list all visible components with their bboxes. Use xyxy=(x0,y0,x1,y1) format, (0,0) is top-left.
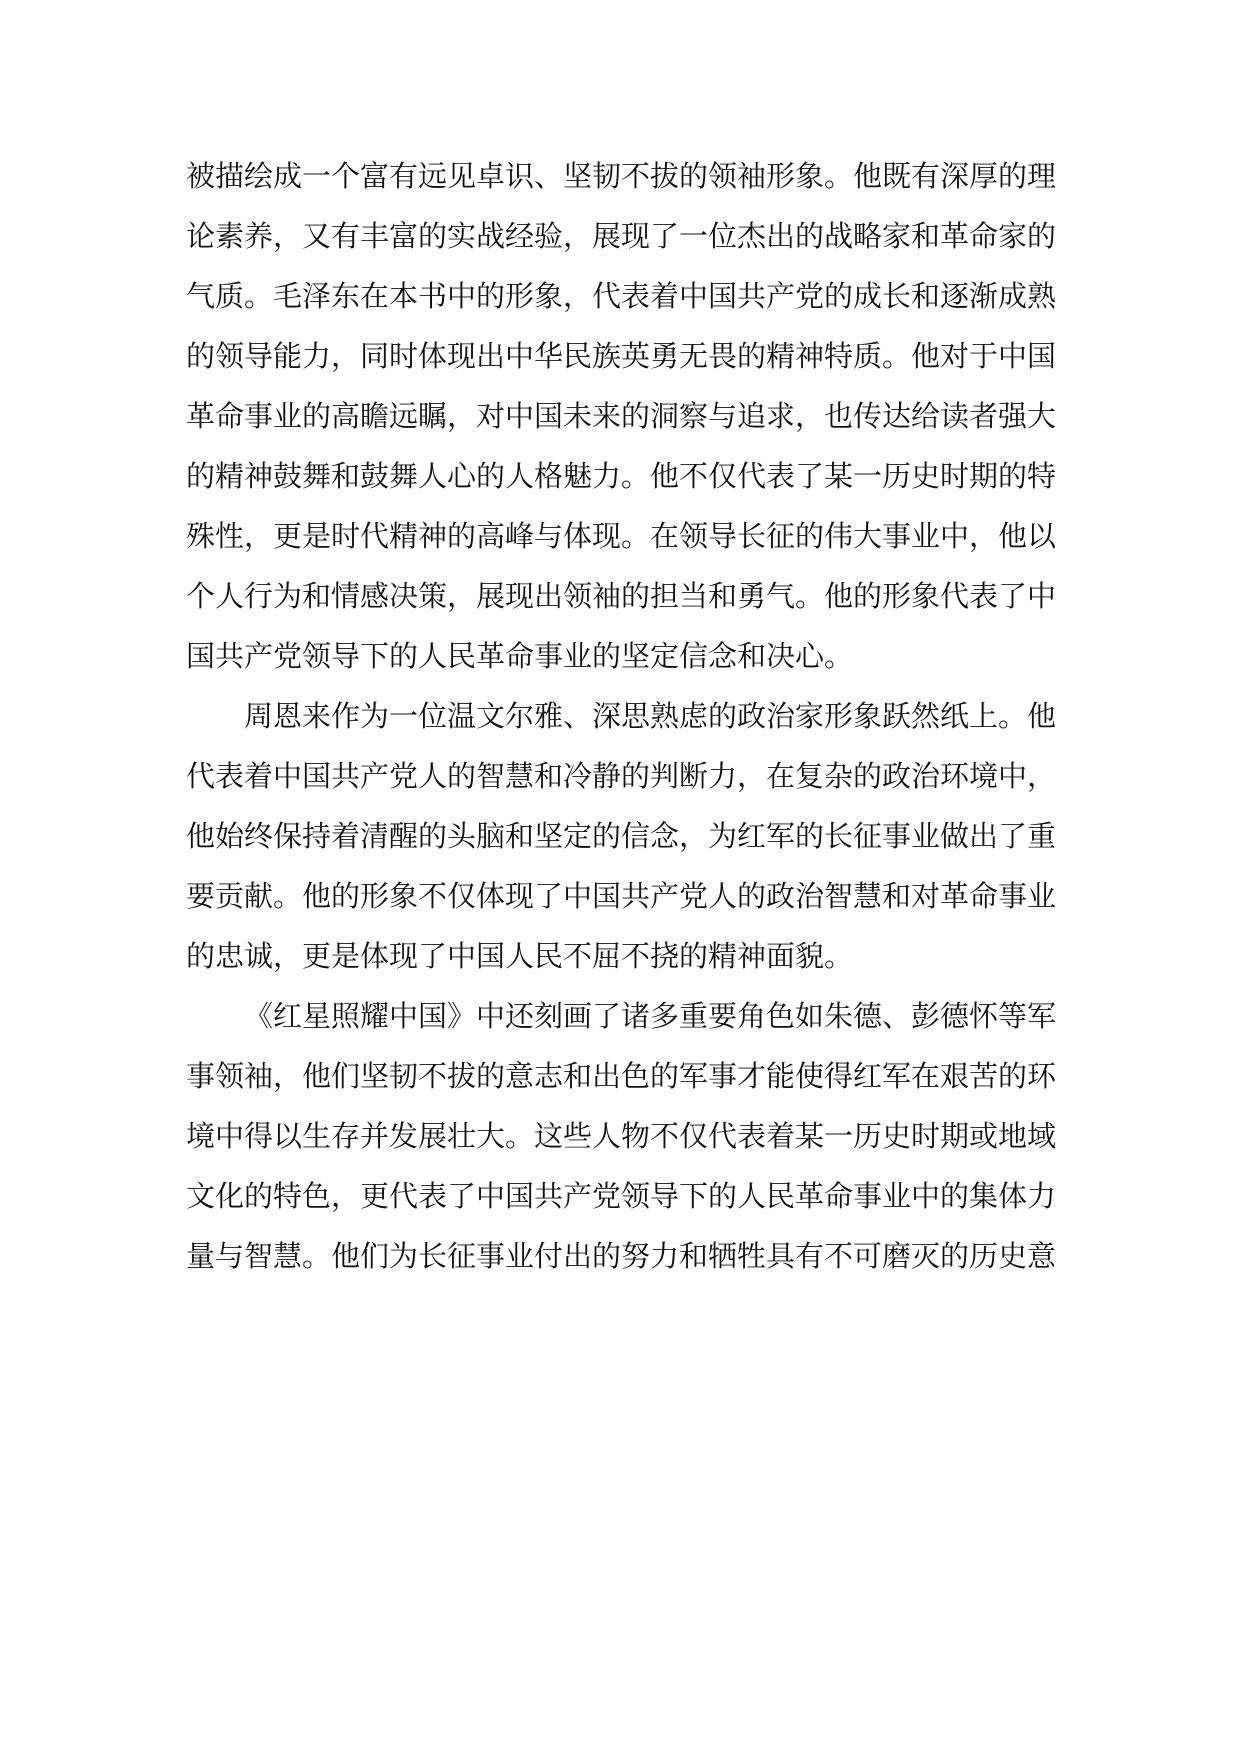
text-line: 气质。毛泽东在本书中的形象，代表着中国共产党的成长和逐渐成熟 xyxy=(186,279,1057,313)
paragraph-other-leaders xyxy=(186,986,1056,1286)
text-line: 个人行为和情感决策，展现出领袖的担当和勇气。他的形象代表了中 xyxy=(186,579,1057,613)
text-line: 他始终保持着清醒的头脑和坚定的信念，为红军的长征事业做出了重 xyxy=(186,819,1057,853)
text-line: 的忠诚，更是体现了中国人民不屈不挠的精神面貌。 xyxy=(186,939,854,973)
text-line: 文化的特色，更代表了中国共产党领导下的人民革命事业中的集体力 xyxy=(186,1179,1057,1213)
text-line: 被描绘成一个富有远见卓识、坚韧不拔的领袖形象。他既有深厚的理 xyxy=(186,159,1057,193)
text-line: 国共产党领导下的人民革命事业的坚定信念和决心。 xyxy=(186,639,854,673)
text-line: 的领导能力，同时体现出中华民族英勇无畏的精神特质。他对于中国 xyxy=(186,339,1057,373)
paragraph-zhou xyxy=(186,686,1056,986)
text-line: 殊性，更是时代精神的高峰与体现。在领导长征的伟大事业中，他以 xyxy=(186,519,1057,553)
document-body xyxy=(186,146,1056,1286)
text-line: 境中得以生存并发展壮大。这些人物不仅代表着某一历史时期或地域 xyxy=(186,1119,1057,1153)
text-line: 的精神鼓舞和鼓舞人心的人格魅力。他不仅代表了某一历史时期的特 xyxy=(186,459,1057,493)
text-line: 论素养，又有丰富的实战经验，展现了一位杰出的战略家和革命家的 xyxy=(186,219,1057,253)
text-line: 周恩来作为一位温文尔雅、深思熟虑的政治家形象跃然纸上。他 xyxy=(244,699,1057,733)
paragraph-mao xyxy=(186,146,1056,686)
text-line: 要贡献。他的形象不仅体现了中国共产党人的政治智慧和对革命事业 xyxy=(186,879,1057,913)
text-line: 《红星照耀中国》中还刻画了诸多重要角色如朱德、彭德怀等军 xyxy=(244,999,1057,1033)
text-line: 量与智慧。他们为长征事业付出的努力和牺牲具有不可磨灭的历史意 xyxy=(186,1239,1057,1273)
text-line: 革命事业的高瞻远瞩，对中国未来的洞察与追求，也传达给读者强大 xyxy=(186,399,1057,433)
text-line: 代表着中国共产党人的智慧和冷静的判断力，在复杂的政治环境中， xyxy=(186,759,1057,793)
text-line: 事领袖，他们坚韧不拔的意志和出色的军事才能使得红军在艰苦的环 xyxy=(186,1059,1057,1093)
